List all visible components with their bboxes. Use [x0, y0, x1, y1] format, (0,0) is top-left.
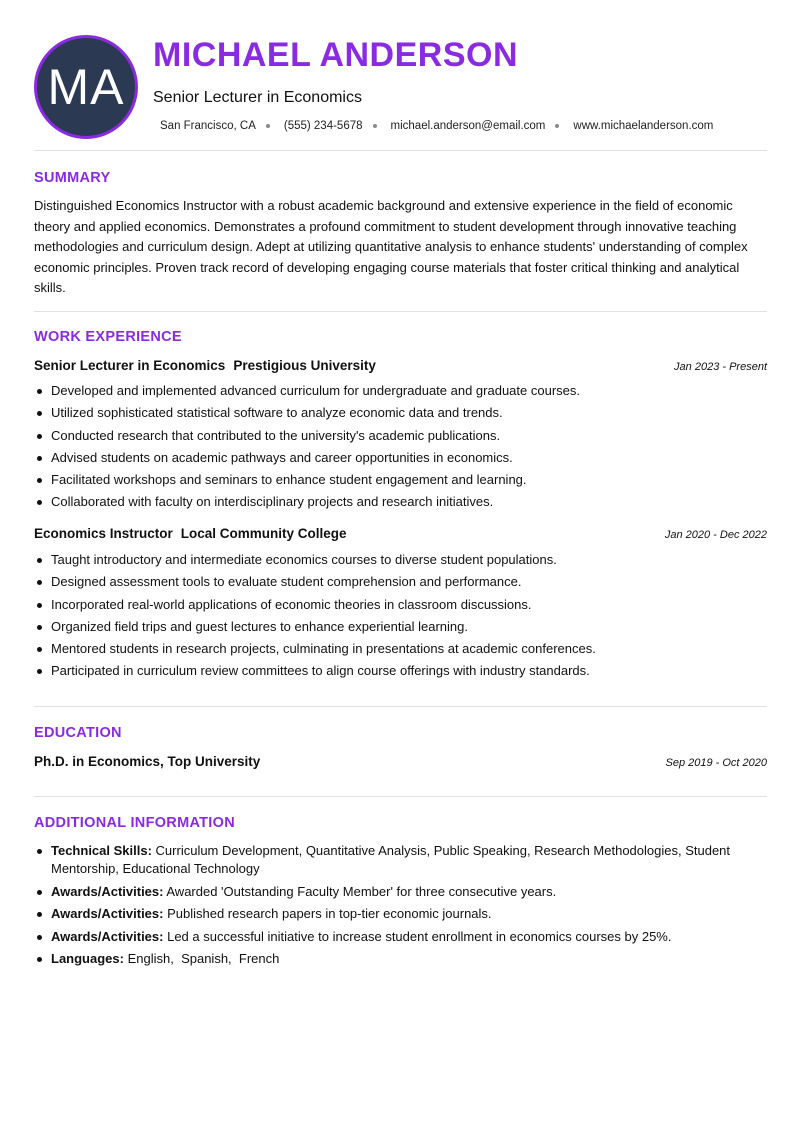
list-item: Utilized sophisticated statistical software to analyze economic data and trends. [34, 402, 767, 424]
divider [34, 150, 767, 151]
job-header [34, 358, 767, 373]
job-bullets [34, 549, 767, 683]
candidate-title: Senior Lecturer in Economics [153, 89, 362, 106]
list-item: Participated in curriculum review committees to align course offerings with industry standards. [34, 660, 767, 682]
job-bullets [34, 380, 767, 514]
item-text: English, Spanish, French [127, 951, 280, 966]
summary-heading: SUMMARY [34, 170, 111, 186]
education-dates: Sep 2019 - Oct 2020 [665, 757, 767, 769]
list-item [34, 950, 767, 968]
item-text: Published research papers in top-tier economic journals. [167, 906, 492, 921]
item-label: Awards/Activities: [51, 906, 164, 921]
job-title-line [34, 358, 376, 373]
job-org: Prestigious University [233, 358, 376, 373]
candidate-name: MICHAEL ANDERSON [153, 36, 519, 74]
avatar: MA [34, 35, 138, 139]
list-item: Mentored students in research projects, culminating in presentations at academic conferences. [34, 638, 767, 660]
education-heading: EDUCATION [34, 725, 122, 741]
summary-text: Distinguished Economics Instructor with a robust academic background and extensive experience in the field of economic theory and applied economics. Demonstrates a profound commitment to student development through innovative teaching methodologies and curriculum design. Adept at utilizing quantitative analysis to enhance students' understanding of complex economic principles. Proven track record of developing engaging course materials that foster critical thinking and analytical skills. [34, 198, 748, 295]
separator-dot [266, 124, 270, 128]
list-item: Conducted research that contributed to the university's academic publications. [34, 425, 767, 447]
job-role: Economics Instructor [34, 526, 173, 541]
resume-header [0, 0, 800, 150]
email-link[interactable]: michael.anderson@email.com [390, 120, 546, 132]
job-title-line [34, 526, 347, 541]
item-label: Awards/Activities: [51, 883, 164, 899]
list-item: Advised students on academic pathways and career opportunities in economics. [34, 447, 767, 469]
contact-line [160, 120, 713, 132]
divider [34, 706, 767, 707]
list-item: Taught introductory and intermediate economics courses to diverse student populations. [34, 549, 767, 571]
list-item: Designed assessment tools to evaluate student comprehension and performance. [34, 571, 767, 593]
list-item [34, 842, 767, 878]
item-label: Technical Skills: [51, 843, 152, 858]
item-label: Awards/Activities: [51, 928, 164, 944]
list-item [34, 905, 767, 923]
item-text: Awarded 'Outstanding Faculty Member' for three consecutive years. [166, 883, 557, 899]
job-role: Senior Lecturer in Economics [34, 358, 226, 373]
list-item [34, 928, 767, 946]
item-label: Languages: [51, 951, 124, 966]
item-text: Led a successful initiative to increase student enrollment in economics courses by 25%. [167, 928, 672, 944]
location: San Francisco, CA [160, 120, 256, 132]
list-item [34, 883, 767, 901]
phone: (555) 234-5678 [283, 120, 363, 132]
list-item: Incorporated real-world applications of economic theories in classroom discussions. [34, 594, 767, 616]
list-item: Developed and implemented advanced curriculum for undergraduate and graduate courses. [34, 380, 767, 402]
job-org: Local Community College [180, 526, 347, 541]
job-header [34, 526, 767, 541]
list-item: Facilitated workshops and seminars to enhance student engagement and learning. [34, 469, 767, 491]
additional-info-heading: ADDITIONAL INFORMATION [34, 815, 235, 831]
list-item: Collaborated with faculty on interdisciplinary projects and research initiatives. [34, 491, 767, 513]
list-item: Organized field trips and guest lectures to enhance experiential learning. [34, 616, 767, 638]
separator-dot [373, 124, 377, 128]
additional-info-list [34, 842, 767, 973]
job-dates: Jan 2023 - Present [674, 361, 767, 373]
work-experience-heading: WORK EXPERIENCE [34, 329, 182, 345]
divider [34, 311, 767, 312]
website-link[interactable]: www.michaelanderson.com [573, 120, 714, 132]
divider [34, 796, 767, 797]
item-text: Curriculum Development, Quantitative Analysis, Public Speaking, Research Methodologies, Student Mentorship, Educational Technology [51, 843, 731, 876]
education-entry [34, 754, 767, 769]
separator-dot [555, 124, 559, 128]
job-dates: Jan 2020 - Dec 2022 [664, 529, 767, 541]
degree: Ph.D. in Economics, Top University [34, 754, 261, 769]
